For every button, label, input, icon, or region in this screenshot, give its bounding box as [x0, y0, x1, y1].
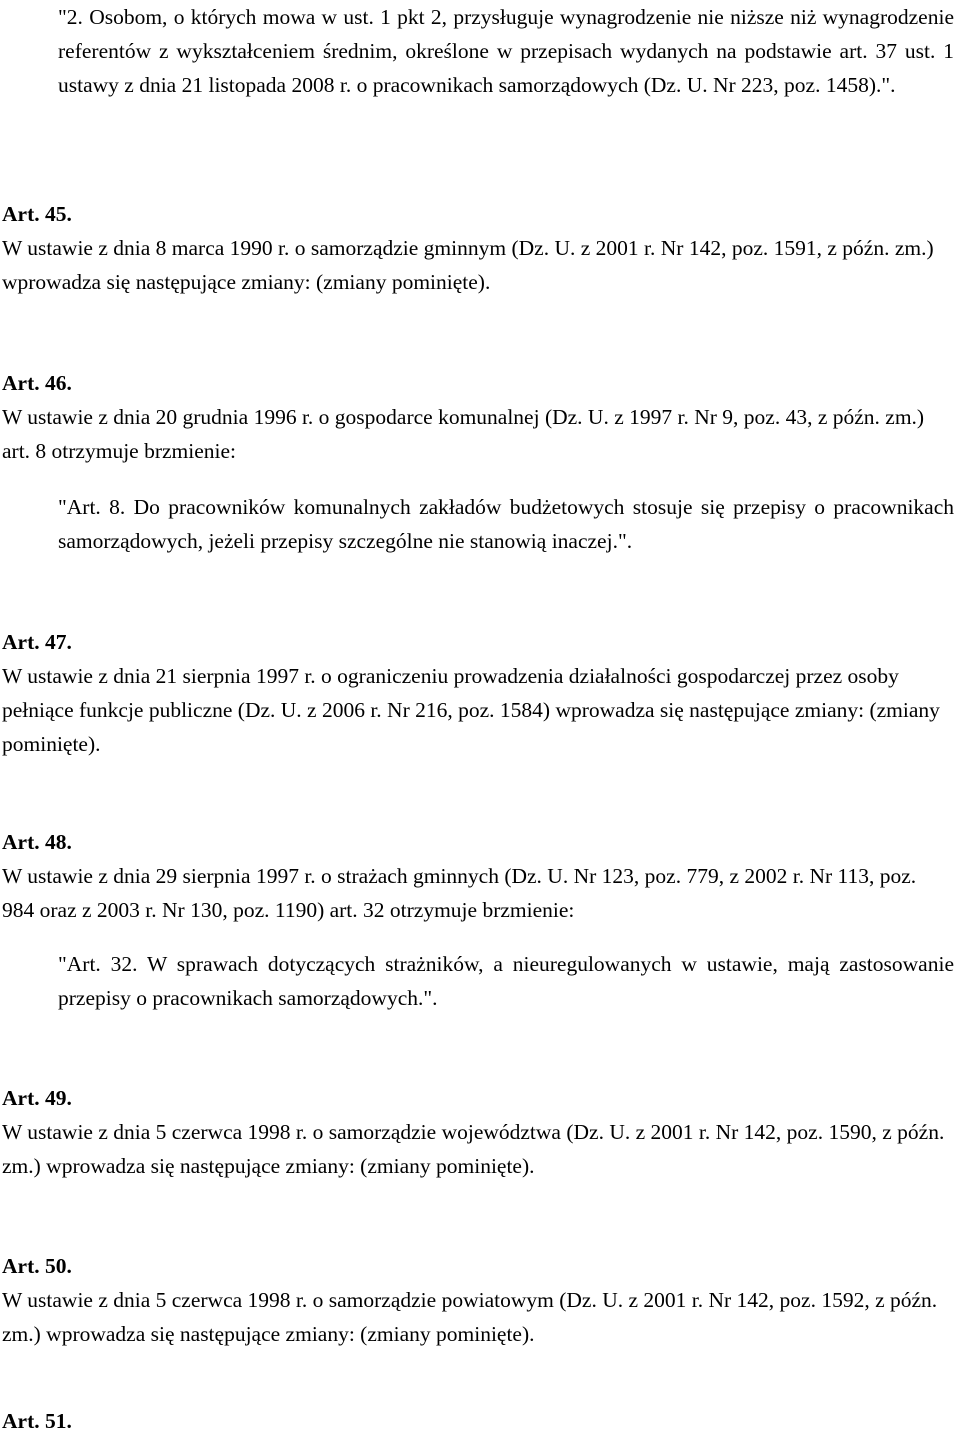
- article-text-49: W ustawie z dnia 5 czerwca 1998 r. o samorządzie województwa (Dz. U. z 2001 r. Nr 142, poz. 1590, z późn. zm.) wprowadza się następujące zmiany: (zmiany pominięte).: [2, 1120, 945, 1178]
- article-heading-50: Art. 50.: [2, 1254, 72, 1278]
- article-text-45: W ustawie z dnia 8 marca 1990 r. o samorządzie gminnym (Dz. U. z 2001 r. Nr 142, poz. 1591, z późn. zm.) wprowadza się następujące zmiany: (zmiany pominięte).: [2, 236, 934, 294]
- article-text-47: W ustawie z dnia 21 sierpnia 1997 r. o ograniczeniu prowadzenia działalności gospodarczej przez osoby pełniące funkcje publiczne (Dz. U. z 2006 r. Nr 216, poz. 1584) wprowadza się następujące zmiany: (zmiany pominięte).: [2, 664, 940, 756]
- article-heading-49: Art. 49.: [2, 1086, 72, 1110]
- article-heading-46: Art. 46.: [2, 371, 72, 395]
- article-heading-45: Art. 45.: [2, 202, 72, 226]
- quoted-provision-art-2: "2. Osobom, o których mowa w ust. 1 pkt 2, przysługuje wynagrodzenie nie niższe niż wynagrodzenie referentów z wykształceniem średnim, określone w przepisach wydanych na podstawie art. 37 ust. 1 ustawy z dnia 21 listopada 2008 r. o pracownikach samorządowych (Dz. U. Nr 223, poz. 1458).".: [58, 5, 954, 97]
- quoted-provision-art-8: "Art. 8. Do pracowników komunalnych zakładów budżetowych stosuje się przepisy o pracownikach samorządowych, jeżeli przepisy szczególne nie stanowią inaczej.".: [58, 495, 954, 553]
- article-text-50: W ustawie z dnia 5 czerwca 1998 r. o samorządzie powiatowym (Dz. U. z 2001 r. Nr 142, poz. 1592, z późn. zm.) wprowadza się następujące zmiany: (zmiany pominięte).: [2, 1288, 938, 1346]
- article-heading-47: Art. 47.: [2, 630, 72, 654]
- article-text-48: W ustawie z dnia 29 sierpnia 1997 r. o strażach gminnych (Dz. U. Nr 123, poz. 779, z 2002 r. Nr 113, poz. 984 oraz z 2003 r. Nr 130, poz. 1190) art. 32 otrzymuje brzmienie:: [2, 864, 917, 922]
- quoted-provision-art-32: "Art. 32. W sprawach dotyczących strażników, a nieuregulowanych w ustawie, mają zastosowanie przepisy o pracownikach samorządowych.".: [58, 952, 954, 1010]
- article-heading-51: Art. 51.: [2, 1409, 72, 1433]
- article-heading-48: Art. 48.: [2, 830, 72, 854]
- article-text-46: W ustawie z dnia 20 grudnia 1996 r. o gospodarce komunalnej (Dz. U. z 1997 r. Nr 9, poz. 43, z późn. zm.) art. 8 otrzymuje brzmienie:: [2, 405, 925, 463]
